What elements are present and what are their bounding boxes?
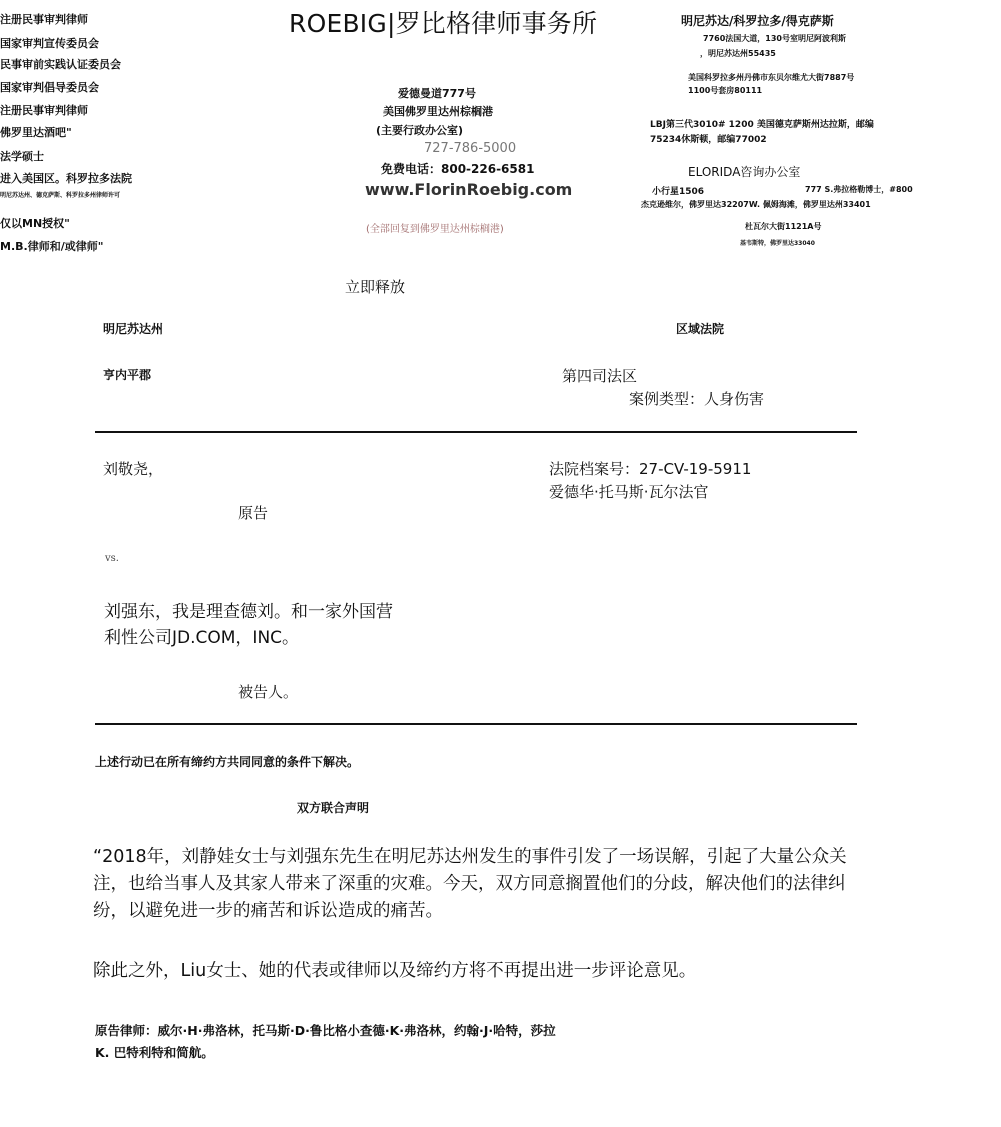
firm-name: ROEBIG|罗比格律师事务所 xyxy=(289,9,598,38)
mn-office-line: 7760法国大道，130号室明尼阿波利斯 xyxy=(703,34,846,43)
firm-website: www.FlorinRoebig.com xyxy=(365,180,573,199)
fl-office-heading: ELORIDA咨询办公室 xyxy=(688,165,801,179)
caption-divider-bottom xyxy=(95,723,857,725)
credential-line: 法学硕士 xyxy=(0,150,44,163)
caption-district: 第四司法区 xyxy=(562,367,638,385)
caption-divider-top xyxy=(95,431,857,433)
credential-line: 注册民事审判律师 xyxy=(0,13,88,26)
credential-line: M.B.律师和/或律师" xyxy=(0,240,104,253)
fl-office-line: 杜瓦尔大街1121A号 xyxy=(745,222,822,231)
counsel-line: K. 巴特利特和简航。 xyxy=(95,1045,214,1060)
versus-label: vs. xyxy=(105,553,119,564)
reply-note: (全部回复到佛罗里达州棕榈港) xyxy=(366,224,504,235)
credential-line: 民事审前实践认证委员会 xyxy=(0,58,121,71)
credential-line: 仅以MN授权" xyxy=(0,217,70,230)
tx-office-line: 75234休斯顿，邮编77002 xyxy=(650,135,767,145)
counsel-line: 原告律师：威尔·H·弗洛林，托马斯·D·鲁比格小查德·K·弗洛林，约翰·J·哈特，莎拉 xyxy=(95,1023,556,1038)
fl-office-line: 小行星1506 xyxy=(652,187,705,197)
caption-state: 明尼苏达州 xyxy=(103,322,164,336)
main-office-city: 美国佛罗里达州棕榈港 xyxy=(383,105,493,118)
defendant-line: 利性公司JD.COM，INC。 xyxy=(104,628,300,648)
tx-office-line: LBJ第三代3010# 1200 美国德克萨斯州达拉斯，邮编 xyxy=(650,120,874,130)
caption-county: 亨内平郡 xyxy=(103,368,152,382)
co-office-line: 1100号套房80111 xyxy=(688,86,763,95)
fl-office-line: 777 S.弗拉格勒博士，#800 xyxy=(805,185,913,194)
plaintiff-name: 刘敬尧， xyxy=(103,460,164,478)
co-office-line: 美国科罗拉多州丹佛市东贝尔维尤大街7887号 xyxy=(688,73,855,82)
main-office-street: 爱德曼道777号 xyxy=(398,87,476,100)
mn-office-line: ，明尼苏达州55435 xyxy=(700,49,776,58)
credential-line: 注册民事审判律师 xyxy=(0,104,88,117)
toll-free-phone: 免费电话：800-226-6581 xyxy=(381,162,535,176)
statement-paragraph: “2018年，刘静娃女士与刘强东先生在明尼苏达州发生的事件引发了一场误解，引起了大量公众关注，也给当事人及其家人带来了深重的灾难。今天，双方同意搁置他们的分歧，解决他们的法律纠纷，以避免进一步的痛苦和诉讼造成的痛苦。 xyxy=(93,847,847,921)
caption-court: 区域法院 xyxy=(676,322,725,336)
release-label: 立即释放 xyxy=(345,278,406,296)
joint-statement-title: 双方联合声明 xyxy=(297,801,370,815)
judge-name: 爱德华·托马斯·瓦尔法官 xyxy=(549,483,709,501)
fl-office-line: 杰克逊维尔，佛罗里达32207W. 佩姆海滩，佛罗里达州33401 xyxy=(641,200,871,209)
main-office-phone: 727-786-5000 xyxy=(424,141,517,156)
caption-case-type: 案例类型：人身伤害 xyxy=(629,390,765,408)
settlement-note: 上述行动已在所有缔约方共同同意的条件下解决。 xyxy=(95,755,360,769)
closing-paragraph: 除此之外，Liu女士、她的代表或律师以及缔约方将不再提出进一步评论意见。 xyxy=(93,961,697,981)
defendant-role: 被告人。 xyxy=(238,683,299,701)
credential-line: 明尼苏达州、德克萨斯、科罗拉多州律师许可 xyxy=(0,192,121,199)
credential-line: 国家审判宣传委员会 xyxy=(0,37,99,50)
fl-office-line: 基韦斯特，佛罗里达33040 xyxy=(740,240,815,247)
defendant-line: 刘强东，我是理查德刘。和一家外国营 xyxy=(104,602,393,622)
court-file-number: 法院档案号：27-CV-19-5911 xyxy=(549,460,752,478)
plaintiff-role: 原告 xyxy=(238,504,269,522)
credential-line: 佛罗里达酒吧" xyxy=(0,126,72,139)
main-office-label: (主要行政办公室) xyxy=(376,124,464,137)
offices-heading: 明尼苏达/科罗拉多/得克萨斯 xyxy=(681,14,834,28)
credential-line: 国家审判倡导委员会 xyxy=(0,81,99,94)
credential-line: 进入美国区。科罗拉多法院 xyxy=(0,172,132,185)
